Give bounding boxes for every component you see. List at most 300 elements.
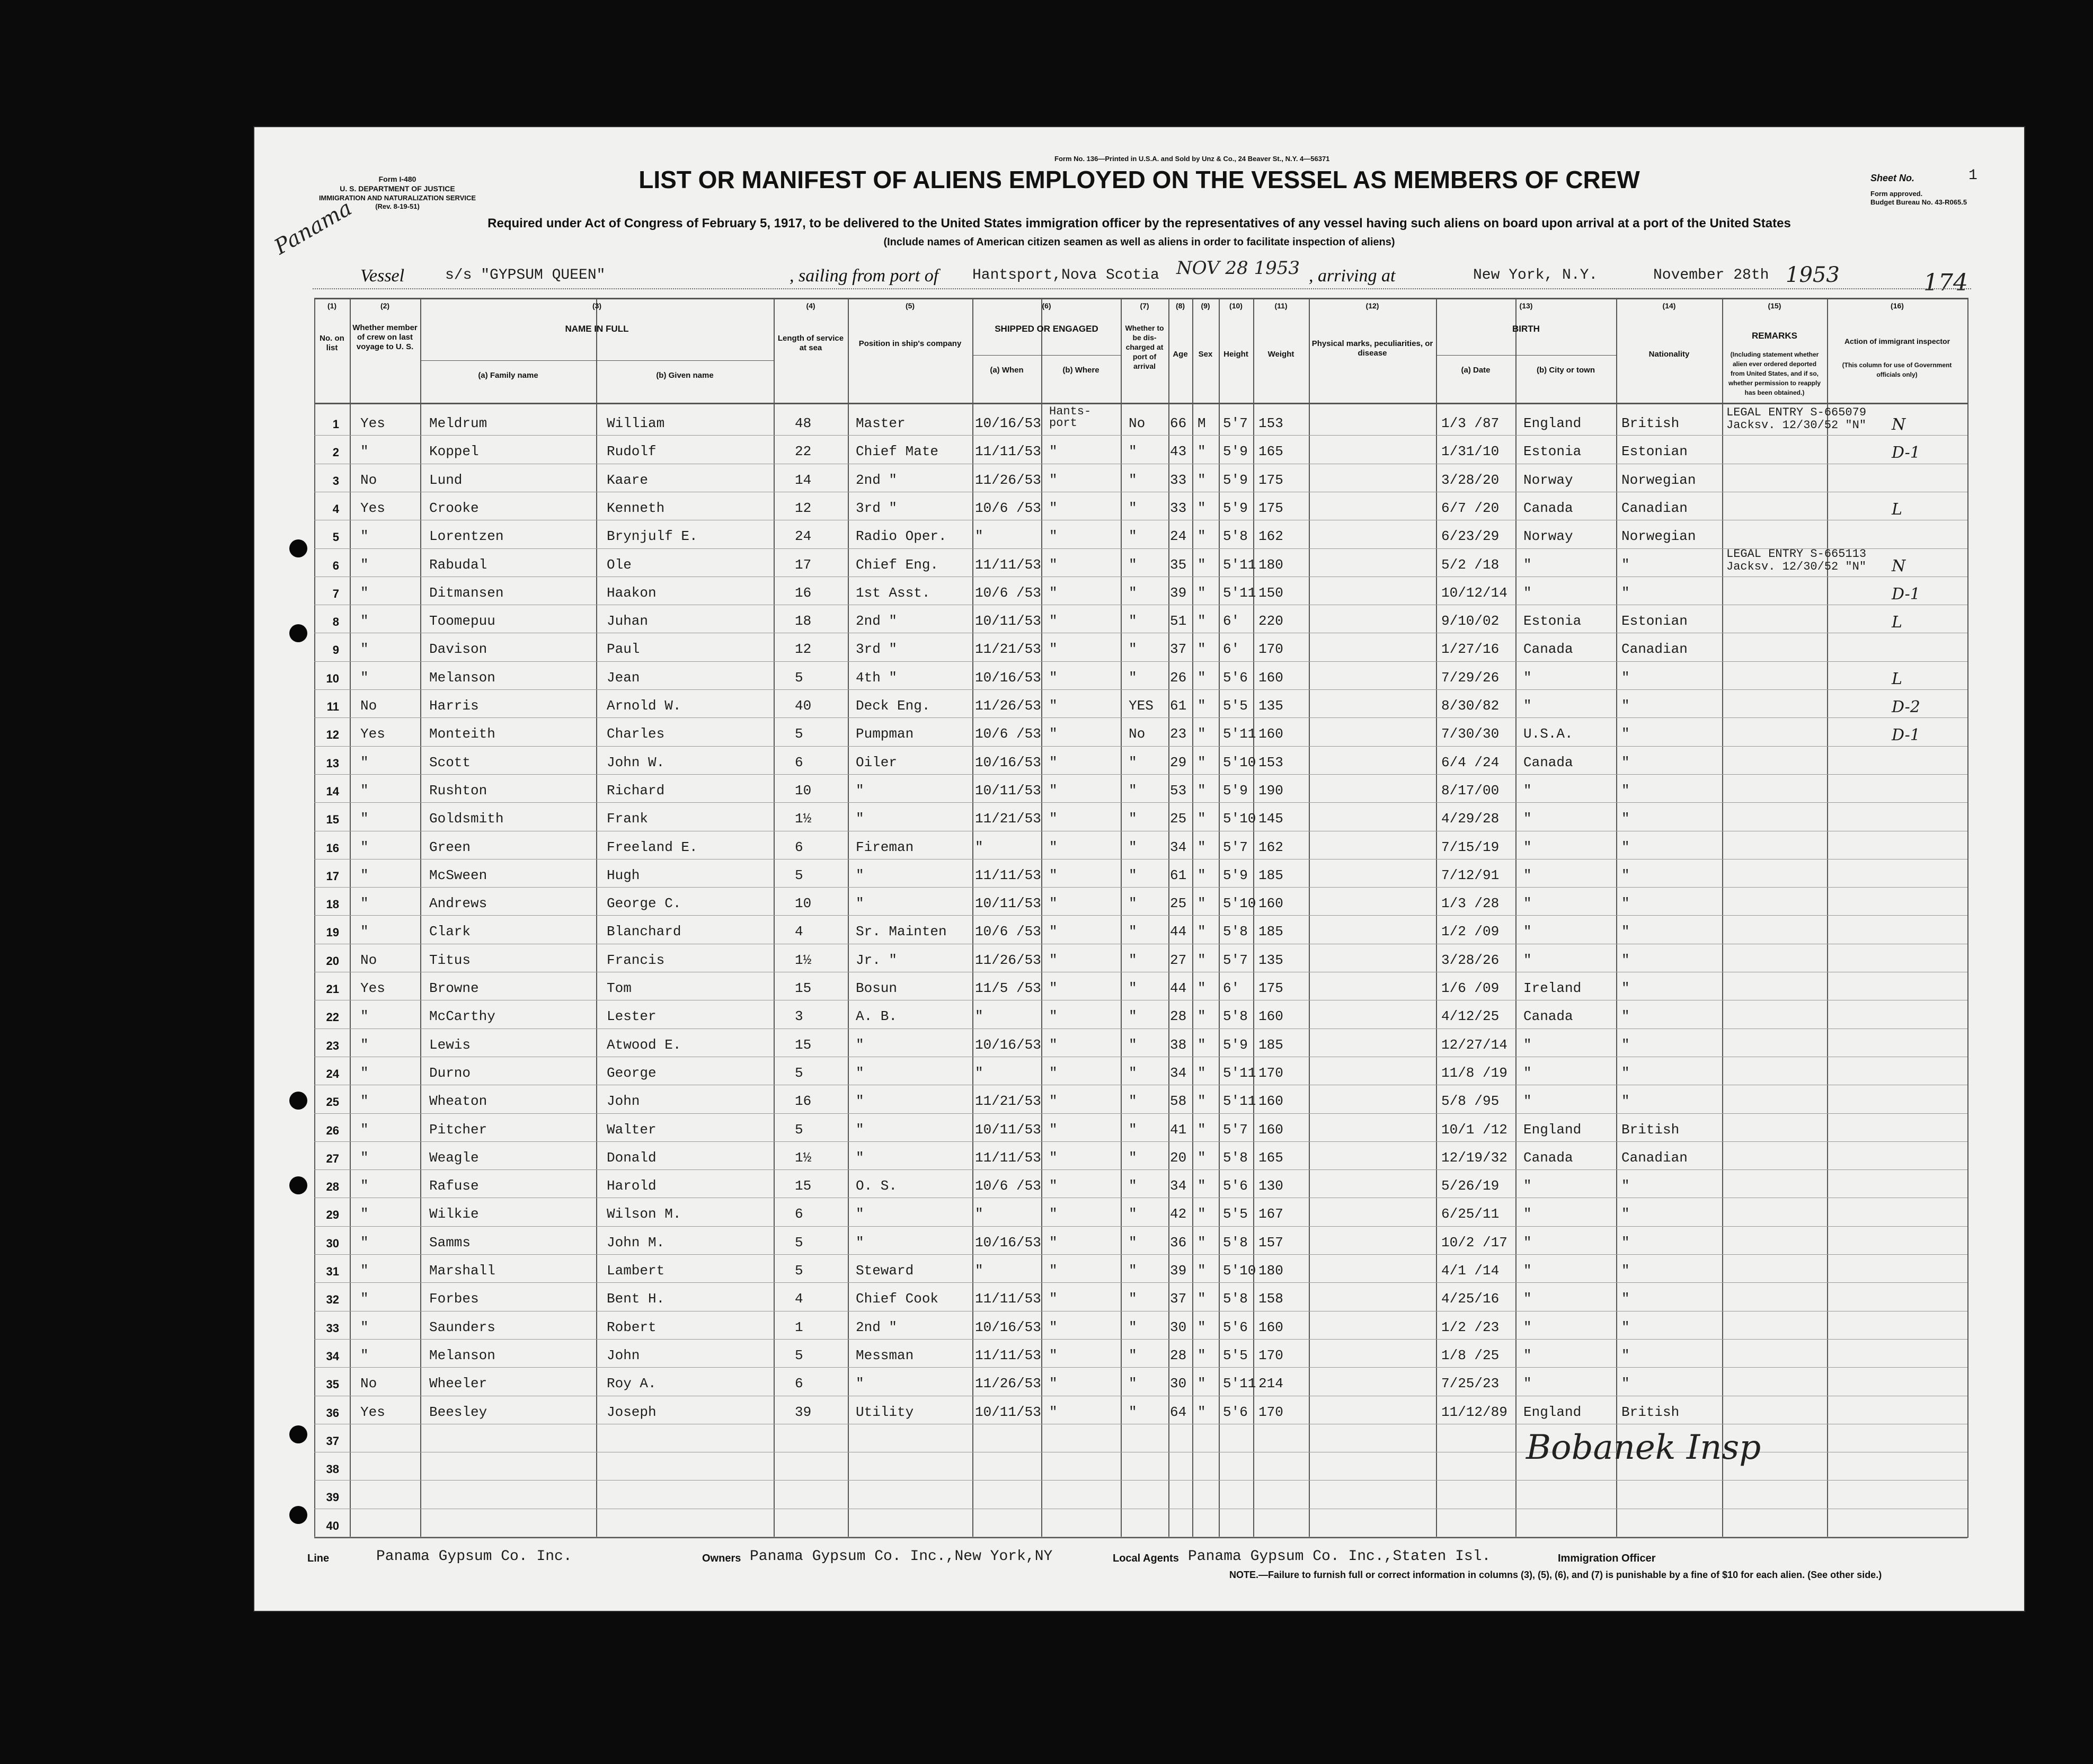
binder-hole [289,624,307,642]
shipped-when: 10/11/53 [975,1121,1041,1138]
discharge: " [1129,1093,1137,1110]
sex: " [1198,1178,1206,1194]
col-birth-date: (a) Date [1461,366,1491,375]
discharge: " [1129,754,1137,770]
given-name: Arnold W. [607,698,681,714]
service-length: 15 [795,1036,812,1053]
given-name: Hugh [607,867,640,883]
nationality: " [1621,1036,1630,1053]
column-divider [1515,298,1516,1538]
discharge: " [1129,867,1137,883]
service-length: 6 [795,754,803,770]
height: 5'7 [1223,952,1248,968]
birth-city: " [1523,1291,1532,1307]
position: " [856,1206,864,1222]
sex: " [1198,924,1206,940]
sheet-label: Sheet No. [1870,173,1915,183]
service-length: 6 [795,839,803,855]
given-name: Atwood E. [607,1036,681,1053]
family-name: Toomepuu [429,613,495,630]
col-inspector-action: Action of immigrant inspector [1844,337,1950,345]
page-number: 174 [1923,269,1968,296]
birth-date: 7/30/30 [1441,726,1500,742]
col-age: Age [1173,350,1188,359]
age: 30 [1170,1319,1187,1335]
shipped-where: " [1049,896,1058,912]
column-number: (7) [1140,302,1149,310]
position: " [856,1036,864,1053]
position: " [856,1149,864,1166]
nationality: Norwegian [1621,528,1696,545]
col-name-in-full: NAME IN FULL [565,324,629,334]
column-number: (8) [1175,302,1185,310]
position: " [856,811,864,827]
height: 5'8 [1223,1008,1248,1025]
nationality: " [1621,1008,1630,1025]
given-name: George [607,1065,657,1081]
discharge: " [1129,584,1137,601]
discharge: " [1129,613,1137,630]
col-given-name: (b) Given name [656,371,714,380]
service-length: 15 [795,980,812,996]
row-number: 17 [326,869,339,883]
age: 38 [1170,1036,1187,1053]
nationality: " [1621,896,1630,912]
given-name: Richard [607,782,665,799]
service-length: 1½ [795,1149,812,1166]
sex: " [1198,1291,1206,1307]
shipped-when: 11/11/53 [975,444,1041,460]
birth-date: 12/27/14 [1441,1036,1507,1053]
shipped-where: " [1049,782,1058,799]
height: 5'11 [1223,1065,1256,1081]
nationality: British [1621,1404,1680,1420]
crew-last-voyage: " [360,1263,369,1279]
column-divider [1616,298,1617,1538]
family-name: Davison [429,641,487,658]
crew-last-voyage: " [360,754,369,770]
weight: 160 [1258,1319,1283,1335]
shipped-where: " [1049,754,1058,770]
shipped-when: 11/26/53 [975,1376,1041,1392]
shipped-where: " [1049,1149,1058,1166]
birth-city: Canada [1523,500,1573,516]
discharge: " [1129,1263,1137,1279]
birth-date: 5/2 /18 [1441,556,1500,573]
column-number: (4) [806,302,815,310]
col-last-voyage: Whether member of crew on last voyage to U. S. [352,323,418,351]
discharge: " [1129,896,1137,912]
service-length: 22 [795,444,812,460]
age: 58 [1170,1093,1187,1110]
birth-date: 6/25/11 [1441,1206,1500,1222]
height: 5'9 [1223,472,1248,488]
sex: " [1198,472,1206,488]
age: 51 [1170,613,1187,630]
sex: " [1198,1263,1206,1279]
birth-city: " [1523,1065,1532,1081]
given-name: Joseph [607,1404,657,1420]
given-name: John M. [607,1234,665,1251]
include-note: (Include names of American citizen seamen as well as aliens in order to facilitate inspection of aliens) [883,236,1395,248]
shipped-where: " [1049,980,1058,996]
age: 23 [1170,726,1187,742]
column-divider [1192,298,1193,1538]
given-name: Francis [607,952,665,968]
service-length: 12 [795,500,812,516]
position: 2nd " [856,472,898,488]
crew-last-voyage: " [360,1206,369,1222]
binder-hole [289,1092,307,1110]
shipped-when: 10/6 /53 [975,726,1041,742]
row-number: 18 [326,898,339,911]
position: " [856,1234,864,1251]
position: 4th " [856,669,898,686]
family-name: McSween [429,867,487,883]
vessel-name: s/s "GYPSUM QUEEN" [445,267,606,283]
shipped-where: " [1049,500,1058,516]
weight: 160 [1258,896,1283,912]
height: 5'7 [1223,415,1248,431]
age: 42 [1170,1206,1187,1222]
nationality: " [1621,726,1630,742]
shipped-where: " [1049,726,1058,742]
column-divider [1827,298,1828,1538]
age: 61 [1170,698,1187,714]
sailing-label: , sailing from port of [790,266,939,286]
birth-city: " [1523,839,1532,855]
weight: 185 [1258,867,1283,883]
height: 5'11 [1223,556,1256,573]
binder-hole [289,1176,307,1194]
birth-date: 8/17/00 [1441,782,1500,799]
row-number: 35 [326,1378,339,1391]
nationality: " [1621,669,1630,686]
age: 66 [1170,415,1187,431]
row-number: 8 [332,615,339,629]
age: 26 [1170,669,1187,686]
birth-city: " [1523,952,1532,968]
weight: 145 [1258,811,1283,827]
service-length: 5 [795,1234,803,1251]
shipped-when: 11/26/53 [975,698,1041,714]
age: 37 [1170,641,1187,658]
nationality: " [1621,811,1630,827]
family-name: Wheaton [429,1093,487,1110]
weight: 190 [1258,782,1283,799]
height: 6' [1223,613,1240,630]
shipped-when: 10/11/53 [975,896,1041,912]
inspector-action: L [1892,613,1902,632]
agency-revision: (Rev. 8-19-51) [375,202,420,210]
service-length: 14 [795,472,812,488]
given-name: Tom [607,980,632,996]
inspector-action: D-2 [1892,698,1920,716]
position: " [856,1065,864,1081]
family-name: Scott [429,754,471,770]
given-name: Bent H. [607,1291,665,1307]
row-number: 1 [332,418,339,431]
row-number: 10 [326,671,339,685]
shipped-where: " [1049,924,1058,940]
col-shipped-engaged: SHIPPED OR ENGAGED [995,324,1098,334]
discharge: " [1129,1008,1137,1025]
weight: 175 [1258,500,1283,516]
column-number: (11) [1274,302,1288,310]
column-number: (1) [327,302,337,310]
height: 5'8 [1223,1149,1248,1166]
crew-last-voyage: " [360,782,369,799]
given-name: Lester [607,1008,657,1025]
row-number: 23 [326,1039,339,1052]
shipped-where: " [1049,811,1058,827]
sex: " [1198,1093,1206,1110]
sex: " [1198,669,1206,686]
family-name: Meldrum [429,415,487,431]
weight: 162 [1258,839,1283,855]
birth-city: Estonia [1523,444,1582,460]
birth-city: Canada [1523,1149,1573,1166]
service-length: 3 [795,1008,803,1025]
family-name: Green [429,839,471,855]
row-number: 32 [326,1293,339,1307]
family-name: Weagle [429,1149,479,1166]
birth-city: " [1523,896,1532,912]
family-name: Rushton [429,782,487,799]
shipped-where: " [1049,1376,1058,1392]
shipped-where: " [1049,444,1058,460]
crew-last-voyage: " [360,896,369,912]
weight: 165 [1258,1149,1283,1166]
birth-city: " [1523,1347,1532,1363]
discharge: " [1129,782,1137,799]
shipped-when: 10/6 /53 [975,1178,1041,1194]
position: " [856,782,864,799]
birth-city: England [1523,1404,1582,1420]
position: Deck Eng. [856,698,930,714]
birth-date: 1/3 /87 [1441,415,1500,431]
birth-date: 7/25/23 [1441,1376,1500,1392]
weight: 170 [1258,1404,1283,1420]
family-name: Harris [429,698,479,714]
birth-city: " [1523,1376,1532,1392]
column-divider [596,298,597,1538]
weight: 160 [1258,1121,1283,1138]
crew-last-voyage: " [360,528,369,545]
service-length: 5 [795,669,803,686]
height: 5'8 [1223,924,1248,940]
position: A. B. [856,1008,898,1025]
birth-city: Canada [1523,641,1573,658]
column-divider [350,298,351,1538]
row-number: 20 [326,954,339,968]
discharge: " [1129,980,1137,996]
position: Pumpman [856,726,914,742]
sex: " [1198,754,1206,770]
crew-last-voyage: Yes [360,1404,385,1420]
row-number: 14 [326,784,339,798]
row-number: 9 [332,643,339,657]
weight: 150 [1258,584,1283,601]
column-number: (12) [1365,302,1379,310]
approved-line: Form approved. [1870,190,1923,198]
shipped-when: 10/11/53 [975,613,1041,630]
column-divider [1041,298,1042,1538]
age: 27 [1170,952,1187,968]
discharge: YES [1129,698,1154,714]
column-number: (10) [1229,302,1243,310]
shipped-when: 11/21/53 [975,1093,1041,1110]
weight: 214 [1258,1376,1283,1392]
col-family-name: (a) Family name [478,371,538,380]
position: Radio Oper. [856,528,947,545]
given-name: Wilson M. [607,1206,681,1222]
weight: 220 [1258,613,1283,630]
height: 5'10 [1223,1263,1256,1279]
crew-last-voyage: " [360,811,369,827]
row-number: 4 [332,502,339,516]
service-length: 12 [795,641,812,658]
shipped-when: 11/21/53 [975,641,1041,658]
sex: " [1198,726,1206,742]
nationality: Canadian [1621,641,1688,658]
shipped-when: " [975,1008,983,1025]
birth-date: 7/29/26 [1441,669,1500,686]
col-remarks-note: (Including statement whether alien ever ordered deported from United States, and if so, whether permission to reapply has been obtained.) [1728,351,1821,396]
birth-city: U.S.A. [1523,726,1573,742]
crew-last-voyage: Yes [360,726,385,742]
nationality: " [1621,1178,1630,1194]
service-length: 40 [795,698,812,714]
row-number: 37 [326,1434,339,1448]
column-number: (13) [1519,302,1533,310]
col-remarks: REMARKS [1752,331,1797,341]
family-name: Lund [429,472,463,488]
birth-date: 11/12/89 [1441,1404,1507,1420]
family-name: Goldsmith [429,811,504,827]
age: 34 [1170,1178,1187,1194]
service-length: 5 [795,1347,803,1363]
sex: " [1198,867,1206,883]
weight: 167 [1258,1206,1283,1222]
birth-date: 1/2 /09 [1441,924,1500,940]
weight: 170 [1258,1347,1283,1363]
weight: 160 [1258,1008,1283,1025]
position: 3rd " [856,500,898,516]
birth-city: " [1523,1234,1532,1251]
sex: " [1198,1065,1206,1081]
given-name: Frank [607,811,649,827]
row-number: 6 [332,559,339,572]
service-length: 5 [795,1263,803,1279]
col-physical-marks: Physical marks, peculiarities, or disease [1311,339,1433,358]
family-name: Lorentzen [429,528,504,545]
page-title: LIST OR MANIFEST OF ALIENS EMPLOYED ON THE VESSEL AS MEMBERS OF CREW [638,166,1640,193]
column-divider [848,298,849,1538]
position: 1st Asst. [856,584,930,601]
agency-form-no: Form I-480 [378,175,416,183]
family-name: Lewis [429,1036,471,1053]
row-number: 36 [326,1406,339,1420]
row-number: 39 [326,1491,339,1504]
height: 5'5 [1223,1206,1248,1222]
birth-city: Ireland [1523,980,1582,996]
birth-city: " [1523,1178,1532,1194]
row-number: 12 [326,728,339,742]
age: 41 [1170,1121,1187,1138]
remarks-line-1: LEGAL ENTRY S-665079 [1726,406,1867,419]
birth-date: 4/25/16 [1441,1291,1500,1307]
given-name: Harold [607,1178,657,1194]
shipped-when: 10/6 /53 [975,500,1041,516]
height: 6' [1223,980,1240,996]
row-number: 40 [326,1519,339,1532]
row-number: 28 [326,1180,339,1194]
crew-last-voyage: " [360,613,369,630]
crew-last-voyage: " [360,1093,369,1110]
arriving-label: , arriving at [1309,266,1396,286]
shipped-where: " [1049,698,1058,714]
handwritten-date-stamp: NOV 28 1953 [1176,258,1300,279]
shipped-when: " [975,528,983,545]
shipped-when: 11/11/53 [975,1291,1041,1307]
family-name: Samms [429,1234,471,1251]
family-name: Forbes [429,1291,479,1307]
nationality: " [1621,952,1630,968]
row-number: 2 [332,446,339,459]
weight: 162 [1258,528,1283,545]
remarks-line-1: LEGAL ENTRY S-665113 [1726,547,1867,561]
inspector-action: N [1892,415,1906,434]
column-number: (14) [1662,302,1676,310]
row-number: 24 [326,1067,339,1080]
given-name: Kaare [607,472,649,488]
binder-hole [289,539,307,557]
birth-date: 8/30/82 [1441,698,1500,714]
birth-city: " [1523,556,1532,573]
col-when: (a) When [990,366,1024,375]
position: Master [856,415,906,431]
sex: " [1198,1036,1206,1053]
position: Jr. " [856,952,898,968]
birth-city: England [1523,1121,1582,1138]
nationality: " [1621,698,1630,714]
weight: 135 [1258,952,1283,968]
column-divider [1219,298,1220,1538]
form-printer-line: Form No. 136—Printed in U.S.A. and Sold by Unz & Co., 24 Beaver St., N.Y. 4—56371 [1054,155,1330,163]
shipped-where: " [1049,1234,1058,1251]
position: " [856,1093,864,1110]
shipped-when: " [975,839,983,855]
position: Utility [856,1404,914,1420]
row-number: 25 [326,1095,339,1109]
discharge: " [1129,839,1137,855]
col-sex: Sex [1198,350,1213,359]
age: 28 [1170,1347,1187,1363]
nationality: " [1621,782,1630,799]
handwritten-stamp: Panama [270,196,356,260]
sex: " [1198,1404,1206,1420]
position: Chief Mate [856,444,939,460]
discharge: " [1129,1376,1137,1392]
sex: M [1198,415,1206,431]
nationality: " [1621,1093,1630,1110]
shipped-where: Hants-port [1049,405,1092,430]
discharge: " [1129,669,1137,686]
shipped-where: " [1049,952,1058,968]
row-number: 22 [326,1010,339,1024]
crew-last-voyage: " [360,1178,369,1194]
